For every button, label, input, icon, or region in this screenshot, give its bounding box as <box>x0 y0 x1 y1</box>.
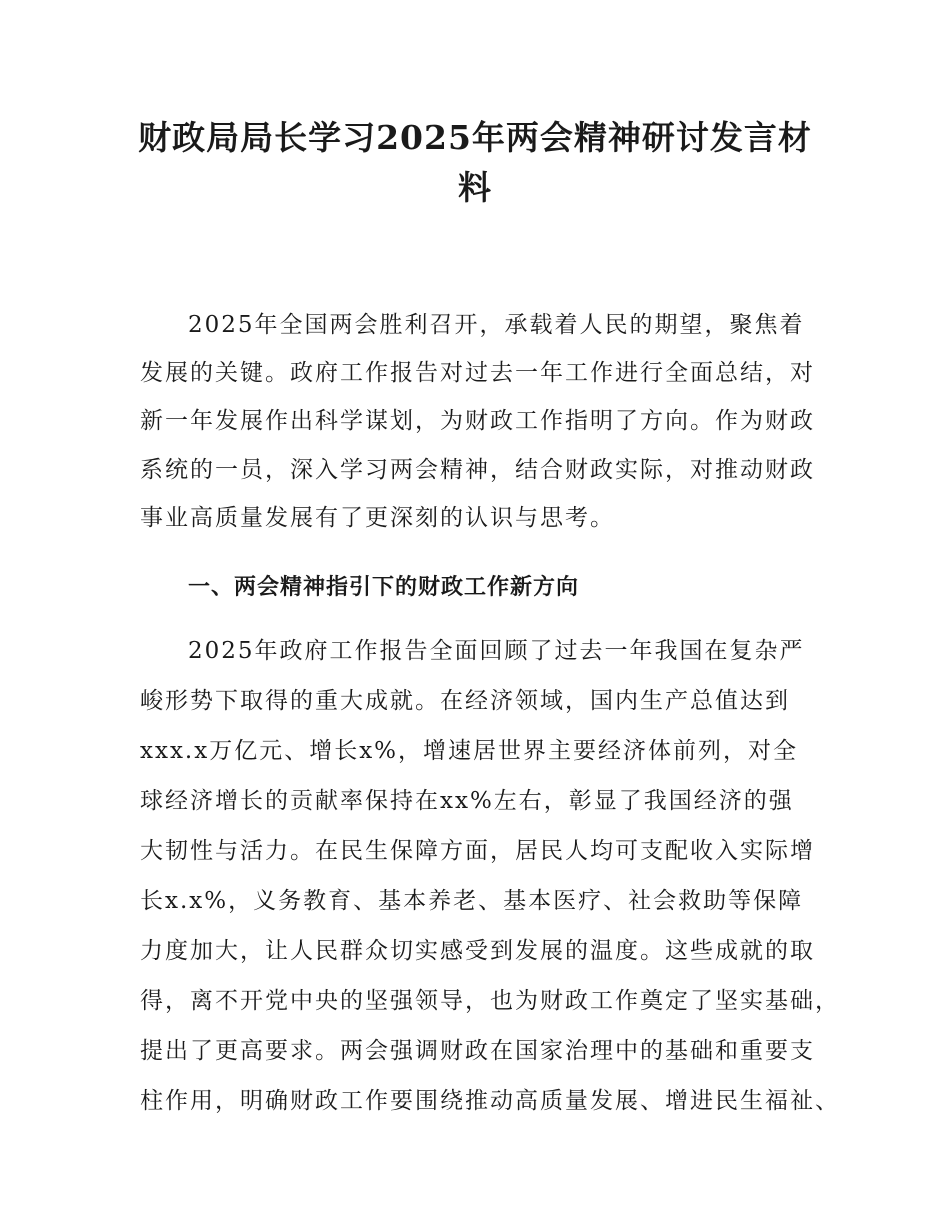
paragraph-1-line: 2025年全国两会胜利召开，承载着人民的期望，聚焦着 <box>188 312 805 338</box>
paragraph-1-line: 新一年发展作出科学谋划，为财政工作指明了方向。作为财政 <box>140 408 815 434</box>
paragraph-2-line: 力度加大，让人民群众切实感受到发展的温度。这些成就的取 <box>140 938 815 964</box>
paragraph-1-line: 发展的关键。政府工作报告对过去一年工作进行全面总结，对 <box>140 360 815 386</box>
section-heading: 一、两会精神指引下的财政工作新方向 <box>188 575 580 600</box>
paragraph-2-line: 2025年政府工作报告全面回顾了过去一年我国在复杂严 <box>188 638 805 664</box>
paragraph-2-line: 柱作用，明确财政工作要围绕推动高质量发展、增进民生福祉、 <box>140 1088 840 1114</box>
paragraph-1-line: 事业高质量发展有了更深刻的认识与思考。 <box>140 505 615 531</box>
paragraph-2-line: 长x.x%，义务教育、基本养老、基本医疗、社会救助等保障 <box>140 888 804 914</box>
paragraph-1-line: 系统的一员，深入学习两会精神，结合财政实际，对推动财政 <box>140 457 815 483</box>
paragraph-2-line: xxx.x万亿元、增长x%，增速居世界主要经济体前列，对全 <box>140 738 799 764</box>
paragraph-2-line: 大韧性与活力。在民生保障方面，居民人均可支配收入实际增 <box>140 838 815 864</box>
document-title-continuation: 料 <box>458 168 492 207</box>
paragraph-2-line: 提出了更高要求。两会强调财政在国家治理中的基础和重要支 <box>140 1038 815 1064</box>
document-title: 财政局局长学习2025年两会精神研讨发言材 <box>138 118 812 157</box>
paragraph-2-line: 得，离不开党中央的坚强领导，也为财政工作奠定了坚实基础， <box>140 988 840 1014</box>
paragraph-2-line: 峻形势下取得的重大成就。在经济领域，国内生产总值达到 <box>140 688 790 714</box>
paragraph-2-line: 球经济增长的贡献率保持在xx%左右，彰显了我国经济的强 <box>140 788 794 814</box>
